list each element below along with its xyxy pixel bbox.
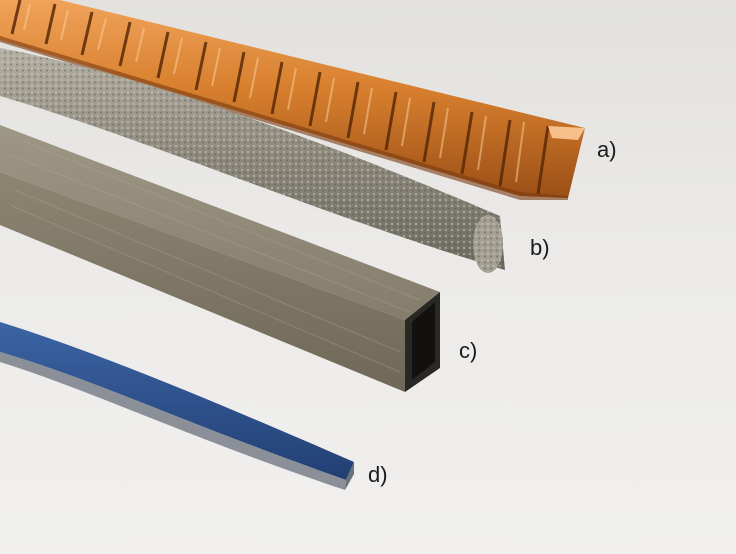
label-d: d) [368, 462, 388, 487]
label-c: c) [459, 338, 478, 363]
label-a: a) [597, 137, 617, 162]
label-b: b) [530, 235, 550, 260]
